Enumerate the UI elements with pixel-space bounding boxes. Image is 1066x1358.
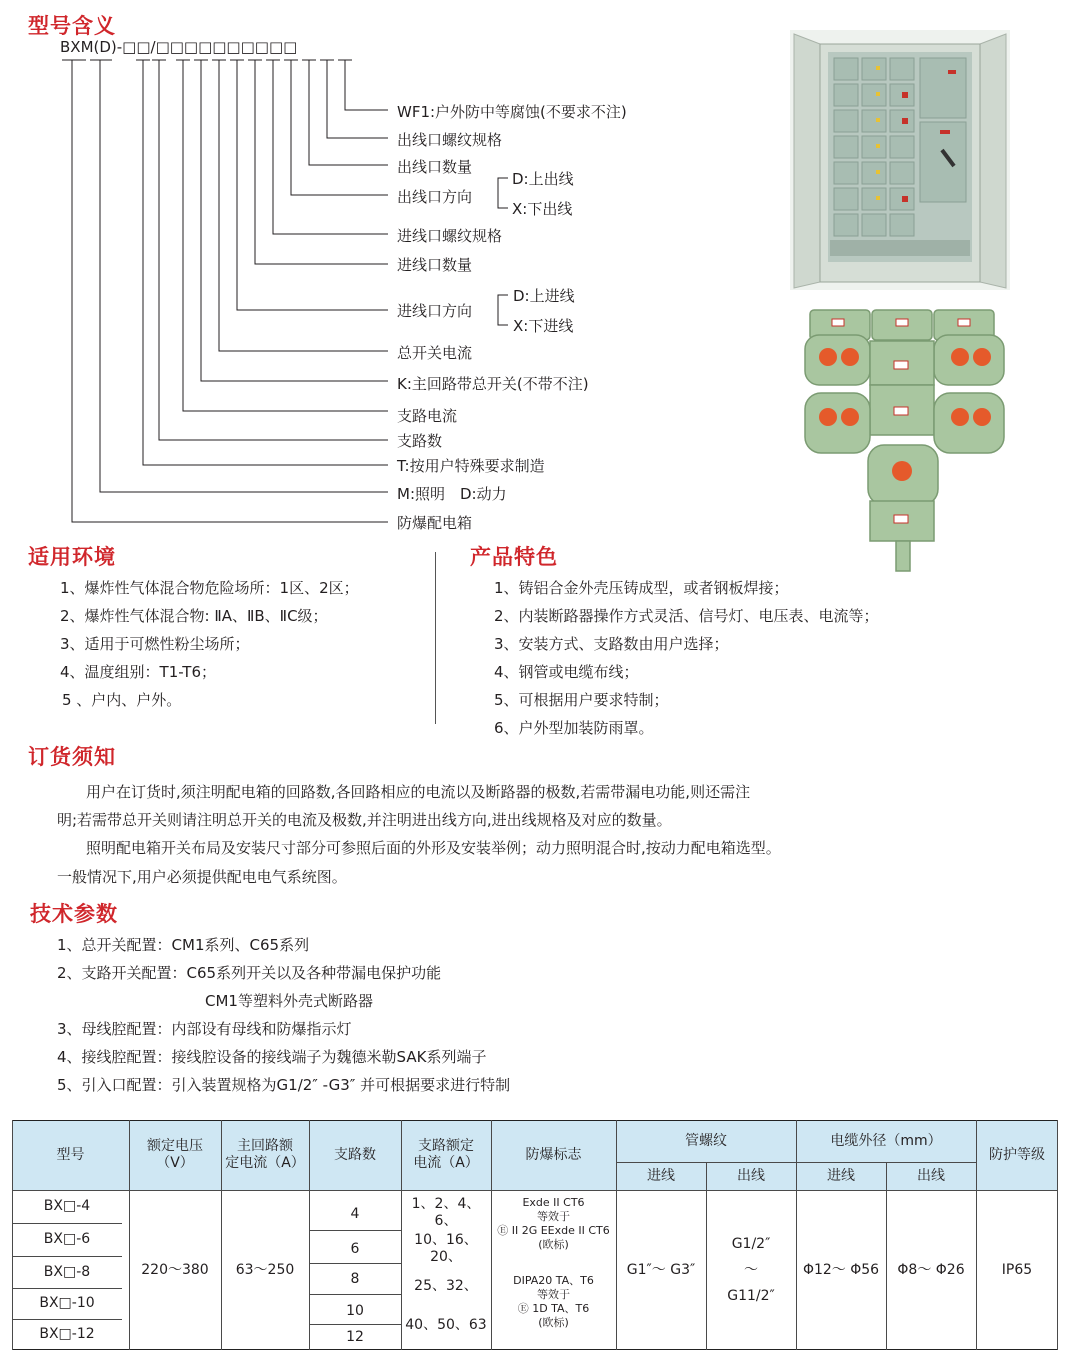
- model-label: 出线口方向: [397, 188, 473, 206]
- table-cell-branches: 8: [350, 1270, 360, 1287]
- model-label: 出线口螺纹规格: [397, 131, 503, 149]
- ex-mark-line: 等效于: [537, 1210, 570, 1223]
- table-border: [12, 1319, 122, 1320]
- header-thread: 管螺纹: [685, 1132, 727, 1149]
- model-label: 出线口数量: [397, 158, 473, 176]
- table-cell-voltage: 220～380: [141, 1261, 209, 1278]
- tech-item: CM1等塑料外壳式断路器: [205, 992, 373, 1010]
- model-label: 进线口方向: [397, 302, 473, 320]
- model-label: K:主回路带总开关(不带不注): [397, 375, 589, 393]
- environment-item: 4、温度组别：T1-T6；: [60, 663, 216, 681]
- model-label: 进线口螺纹规格: [397, 227, 503, 245]
- feature-item: 4、钢管或电缆布线；: [494, 663, 639, 681]
- table-cell-cable-in: Φ12～ Φ56: [802, 1261, 880, 1278]
- tech-item: 4、接线腔配置：接线腔设备的接线端子为魏德米勒SAK系列端子: [57, 1048, 487, 1066]
- table-cell-branch-current: 40、50、63: [405, 1316, 487, 1333]
- table-cell-model: BX□-8: [43, 1263, 91, 1280]
- table-cell-thread-in: G1″～ G3″: [626, 1261, 696, 1278]
- header-ip: 防护等级: [989, 1146, 1045, 1163]
- table-border: [309, 1230, 401, 1231]
- header-branches: 支路数: [334, 1146, 376, 1163]
- feature-item: 6、户外型加装防雨罩。: [494, 719, 654, 737]
- header-thread-in: 进线: [647, 1167, 675, 1184]
- table-border: [309, 1294, 401, 1295]
- model-label: 防爆配电箱: [397, 514, 473, 532]
- thread-out-line: G1/2″: [731, 1236, 771, 1252]
- table-cell-model: BX□-10: [39, 1295, 95, 1311]
- tech-item: 3、母线腔配置：内部设有母线和防爆指示灯: [57, 1020, 352, 1038]
- table-cell-main-current: 63～250: [235, 1261, 295, 1278]
- table-border: [401, 1120, 402, 1350]
- header-cable: 电缆外径（mm）: [830, 1132, 942, 1149]
- thread-out-line: ～: [744, 1262, 758, 1278]
- table-border: [12, 1223, 122, 1224]
- header-branch-current-line2: 电流（A）: [413, 1155, 479, 1171]
- column-divider: [435, 552, 436, 724]
- table-border: [616, 1120, 617, 1350]
- ordering-line: 明;若需带总开关则请注明总开关的电流及极数,并注明进出线方向,进出线规格及对应的数量。: [57, 811, 672, 829]
- header-voltage-line2: （V）: [156, 1155, 194, 1171]
- section-title-tech: 技术参数: [30, 902, 118, 926]
- table-border: [221, 1120, 222, 1350]
- header-ex-mark: 防爆标志: [525, 1146, 582, 1163]
- table-border: [706, 1162, 707, 1350]
- environment-item: 5 、户内、户外。: [62, 691, 182, 709]
- table-border: [976, 1120, 977, 1350]
- table-cell-cable-out: Φ8～ Φ26: [897, 1261, 965, 1278]
- ordering-line: 用户在订货时,须注明配电箱的回路数,各回路相应的电流以及断路器的极数,若需带漏电功能,则还需注: [86, 783, 751, 801]
- table-cell-branch-current: 25、32、: [414, 1277, 478, 1294]
- table-border: [12, 1256, 122, 1257]
- header-cable-in: 进线: [827, 1167, 855, 1184]
- table-border: [309, 1120, 310, 1350]
- outlet-dir-up: D:上出线: [512, 170, 574, 188]
- table-border: [129, 1120, 130, 1350]
- table-border: [12, 1349, 1058, 1350]
- inlet-dir-down: X:下进线: [513, 317, 574, 335]
- table-border: [796, 1120, 797, 1350]
- feature-item: 1、铸铝合金外壳压铸成型，或者钢板焊接；: [494, 579, 789, 597]
- thread-out-line: G11/2″: [727, 1288, 775, 1304]
- table-cell-ip: IP65: [1001, 1261, 1033, 1278]
- model-label: 进线口数量: [397, 256, 473, 274]
- table-cell-model: BX□-4: [43, 1198, 91, 1214]
- model-label: 支路电流: [397, 407, 458, 425]
- table-border: [309, 1263, 401, 1264]
- model-code: BXM(D)-□□/□□□□□□□□□□: [60, 38, 298, 56]
- ex-mark-line: DIPA20 TA、T6: [513, 1274, 594, 1287]
- table-cell-branches: 12: [346, 1329, 364, 1345]
- section-title-ordering: 订货须知: [28, 745, 116, 769]
- ex-mark-line: (欧标): [538, 1316, 569, 1329]
- header-voltage-line1: 额定电压: [147, 1138, 203, 1154]
- table-border: [491, 1120, 492, 1350]
- model-label: WF1:户外防中等腐蚀(不要求不注): [397, 103, 627, 121]
- feature-item: 3、安装方式、支路数由用户选择；: [494, 635, 729, 653]
- table-cell-branches: 6: [350, 1240, 360, 1257]
- ex-mark-line: Exde II CT6: [522, 1196, 585, 1209]
- header-branch-current-line1: 支路额定: [418, 1138, 474, 1154]
- feature-item: 2、内装断路器操作方式灵活、信号灯、电压表、电流等；: [494, 607, 879, 625]
- header-cable-out: 出线: [917, 1167, 945, 1184]
- table-border: [12, 1288, 122, 1289]
- table-border: [309, 1324, 401, 1325]
- ex-mark-line: Ⓔ II 2G EExde II CT6: [497, 1224, 610, 1237]
- header-main-current-line2: 定电流（A）: [225, 1155, 305, 1171]
- table-cell-model: BX□-6: [43, 1231, 91, 1247]
- feature-item: 5、可根据用户要求特制；: [494, 691, 669, 709]
- ordering-line: 一般情况下,用户必须提供配电电气系统图。: [57, 868, 347, 886]
- header-thread-out: 出线: [737, 1167, 765, 1184]
- table-cell-branches: 10: [346, 1302, 364, 1319]
- model-label: 支路数: [397, 432, 443, 450]
- model-code-diagram: [0, 0, 700, 540]
- section-title-model-meaning: 型号含义: [28, 14, 116, 38]
- environment-item: 2、爆炸性气体混合物: ⅡA、ⅡB、ⅡC级；: [60, 607, 328, 625]
- outlet-dir-down: X:下出线: [512, 200, 573, 218]
- tech-item: 1、总开关配置：CM1系列、C65系列: [57, 936, 310, 954]
- tech-item: 5、引入口配置：引入装置规格为G1/2″ -G3″ 并可根据要求进行特制: [57, 1076, 511, 1094]
- environment-item: 3、适用于可燃性粉尘场所；: [60, 635, 250, 653]
- ex-mark-line: Ⓔ 1D TA、T6: [517, 1302, 590, 1315]
- header-branch-current: [401, 1120, 491, 1190]
- table-border: [12, 1120, 13, 1350]
- header-voltage: [129, 1120, 221, 1190]
- spec-table: [12, 1120, 1058, 1350]
- table-cell-branch-current: 10、16、20、: [414, 1232, 478, 1265]
- table-border: [12, 1120, 1058, 1121]
- model-label: T:按用户特殊要求制造: [397, 457, 545, 475]
- table-cell-thread-out: [706, 1190, 796, 1350]
- table-border: [12, 1190, 1058, 1191]
- table-cell-model: BX□-12: [39, 1326, 95, 1342]
- environment-item: 1、爆炸性气体混合物危险场所：1区、2区；: [60, 579, 359, 597]
- section-title-environment: 适用环境: [28, 545, 116, 569]
- header-main-current: [221, 1120, 309, 1190]
- table-border: [1057, 1120, 1058, 1350]
- table-border: [886, 1162, 887, 1350]
- table-cell-branch-current: 1、2、4、6、: [411, 1196, 481, 1229]
- model-label: 总开关电流: [397, 344, 473, 362]
- cabinet-photo: [790, 30, 1010, 290]
- inlet-dir-up: D:上进线: [513, 287, 575, 305]
- header-main-current-line1: 主回路额: [237, 1138, 293, 1154]
- modular-box-photo: [800, 305, 1015, 590]
- tech-item: 2、支路开关配置：C65系列开关以及各种带漏电保护功能: [57, 964, 442, 982]
- ex-mark-line: (欧标): [538, 1238, 569, 1251]
- table-cell-ex-mark: [491, 1192, 616, 1348]
- table-cell-branches: 4: [350, 1205, 360, 1222]
- section-title-features: 产品特色: [470, 545, 558, 569]
- model-label: M:照明 D:动力: [397, 485, 507, 503]
- header-model: 型号: [56, 1146, 85, 1163]
- ex-mark-line: 等效于: [537, 1288, 570, 1301]
- ordering-line: 照明配电箱开关布局及安装尺寸部分可参照后面的外形及安装举例；动力照明混合时,按动力配电箱选型。: [86, 839, 781, 857]
